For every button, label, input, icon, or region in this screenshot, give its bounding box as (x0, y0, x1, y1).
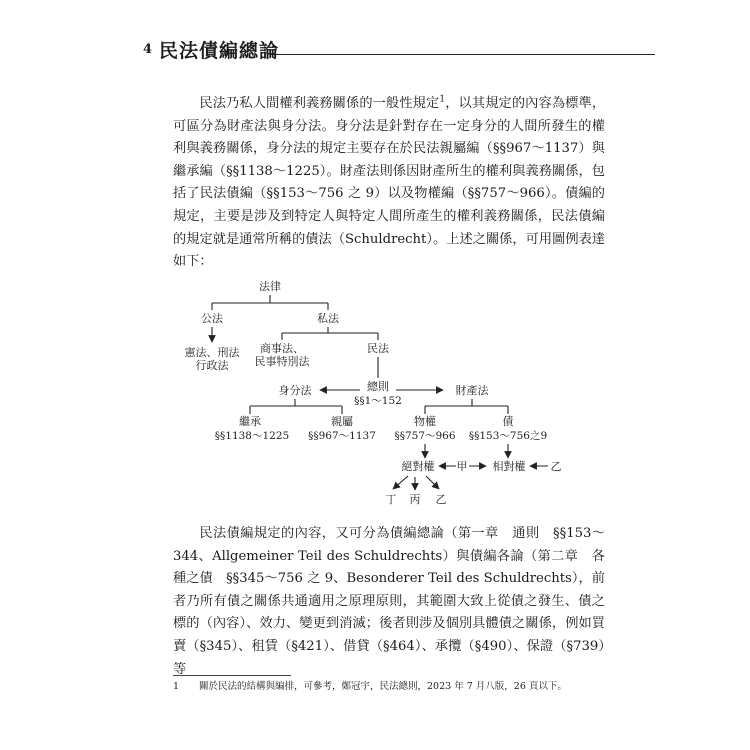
node-succession-ref: §§1138～1225 (214, 430, 290, 442)
node-general-part-ref: §§1～152 (354, 395, 402, 407)
footnote-divider (173, 675, 291, 676)
law-structure-diagram (160, 272, 600, 512)
node-absolute-right: 絕對權 (401, 460, 435, 473)
page-header (143, 30, 655, 60)
node-status-law: 身分法 (278, 384, 312, 397)
paragraph-1-text-a: 民法乃私人間權利義務關係的一般性規定 (199, 96, 440, 111)
node-third-b: 乙 (435, 493, 447, 506)
node-private-law: 私法 (317, 312, 339, 325)
node-public-law: 公法 (201, 312, 223, 325)
paragraph-1 (173, 93, 605, 274)
node-obligations-ref: §§153～756之9 (468, 430, 548, 442)
node-party-a: 甲 (456, 460, 468, 473)
node-obligations: 債 (502, 415, 514, 428)
header-rule (271, 54, 655, 55)
node-real-rights: 物權 (414, 415, 436, 428)
node-general-part: 總則 (367, 380, 389, 393)
node-commercial-2: 民事特別法 (254, 355, 310, 368)
paragraph-2: 民法債編規定的內容，又可分為債編總論（第一章 通則 §§153～344、Allgemeiner Teil des Schuldrechts）與債編各論（第二章 各種之債 §§345～756 之 9、Besonderer Teil des Schuldrechts），前者乃所有債之關係共通適用之原理原則，其範圍大致上從債之發生、債之標的（內容）、效力、變更到消滅；後者則涉及個別具體債之關係，例如買賣（§345）、租賃（§421）、借貸（§464）、承攬（§490）、保證（§739）等 (173, 526, 605, 677)
book-title: 民法債編總論 (159, 40, 280, 62)
footnote-number: 1 (173, 681, 180, 692)
footnote-text: 關於民法的結構與編排，可參考，鄭冠宇，民法總則，2023 年 7 月八版，26 頁以下。 (199, 681, 567, 692)
page-number: 4 (143, 42, 153, 57)
node-public-examples-2: 行政法 (195, 359, 229, 372)
paragraph-1-text-b: ，以其規定的內容為標準，可區分為財產法與身分法。身分法是針對存在一定身分的人間所發生的權利與義務關係，身分法的規定主要存在於民法親屬編（§§967～1137）與繼承編（§§1138～1225）。財產法則係因財產所生的權利與義務關係，包括了民法債編（§§153～756 之 9）以及物權編（§§757～966）。債編的規定，主要是涉及到特定人與特定人間所產生的權利義務關係，民法債編的規定就是通常所稱的債法（Schuldrecht）。上述之關係，可用圖例表達如下： (173, 96, 606, 270)
edge-absolute-to-b (426, 476, 439, 489)
node-property-law: 財產法 (455, 384, 489, 397)
node-law: 法律 (259, 280, 281, 293)
footnote-reference[interactable]: 1 (439, 94, 446, 105)
footnote (173, 680, 613, 694)
node-relative-right: 相對權 (492, 460, 526, 473)
node-commercial-1: 商事法、 (260, 342, 304, 355)
node-third-c: 丙 (409, 493, 421, 506)
node-family: 親屬 (331, 415, 353, 428)
edge-absolute-to-d (393, 476, 408, 489)
node-third-d: 丁 (385, 493, 397, 506)
node-succession: 繼承 (239, 415, 261, 428)
node-public-examples-1: 憲法、刑法 (184, 346, 240, 359)
node-party-b: 乙 (550, 460, 562, 473)
node-real-rights-ref: §§757～966 (394, 430, 456, 442)
node-civil-law: 民法 (367, 342, 389, 355)
node-family-ref: §§967～1137 (308, 430, 376, 442)
